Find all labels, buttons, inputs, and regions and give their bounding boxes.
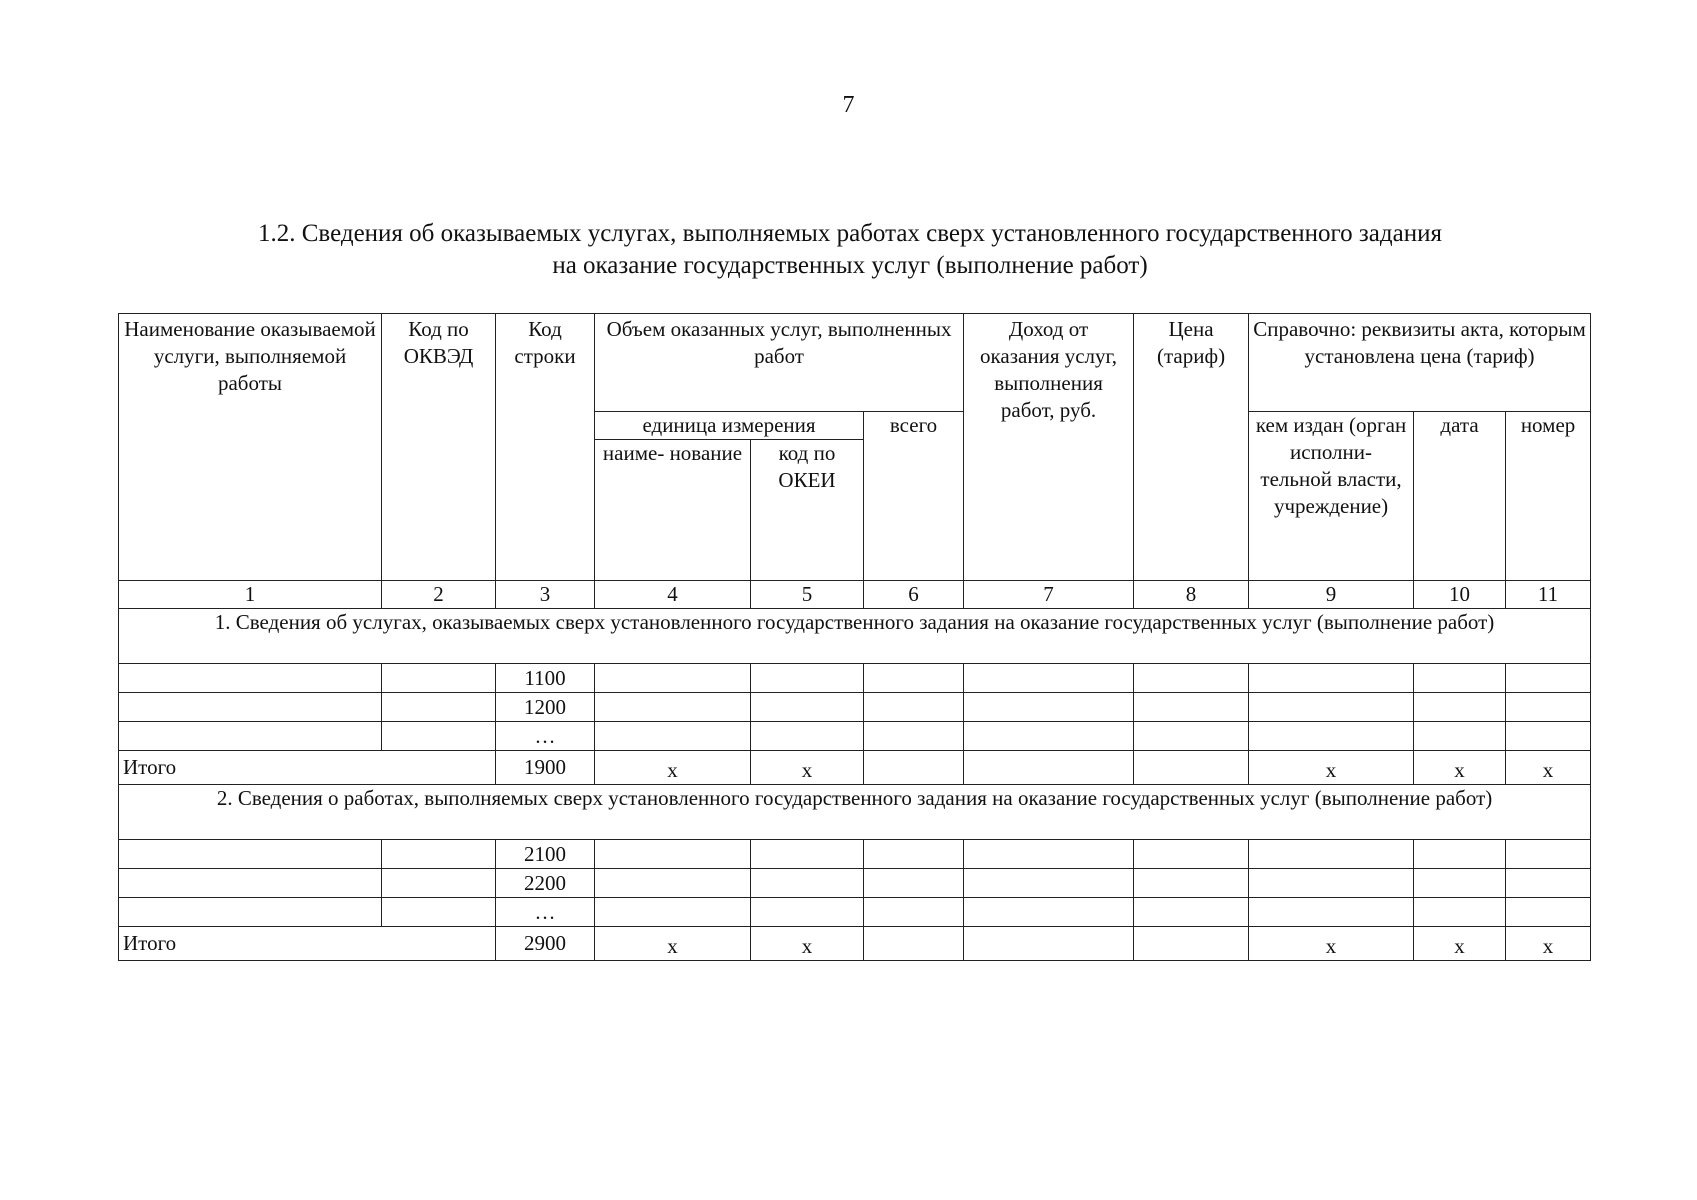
x-mark: x: [801, 758, 813, 782]
total-label: Итого: [119, 751, 496, 785]
services-works-table: [118, 313, 1591, 961]
total-code: 1900: [496, 751, 595, 785]
table-row: [119, 693, 1591, 722]
cell-empty: [119, 840, 382, 869]
column-number: 9: [1249, 581, 1414, 609]
cell-empty: [382, 840, 496, 869]
cell-empty: [382, 722, 496, 751]
header-unit-group: единица измерения: [595, 412, 864, 440]
column-number: 1: [119, 581, 382, 609]
table-row: [119, 840, 1591, 869]
column-number: 6: [864, 581, 964, 609]
row-code: 1200: [496, 693, 595, 722]
cell-empty: [382, 869, 496, 898]
row-code: 2200: [496, 869, 595, 898]
row-code: 2100: [496, 840, 595, 869]
column-numbers-row: [119, 581, 1591, 609]
header-service-name: Наименование оказываемой услуги, выполняемой работы: [119, 314, 382, 581]
cell-empty: [119, 722, 382, 751]
header-unit-name: наиме- нование: [595, 440, 751, 581]
table-row: [119, 898, 1591, 927]
page-number: 7: [842, 92, 855, 118]
header-total: всего: [864, 412, 964, 581]
section-1-heading: 1. Сведения об услугах, оказываемых сверх установленного государственного задания на оказание государственных услуг (выполнение работ): [119, 609, 1591, 664]
row-code: …: [496, 722, 595, 751]
x-mark: x: [1542, 758, 1554, 782]
cell-empty: [382, 664, 496, 693]
x-mark: x: [1454, 934, 1465, 958]
header-okved-code: Код по ОКВЭД: [382, 314, 496, 581]
cell-empty: [119, 664, 382, 693]
header-unit-code: код по ОКЕИ: [751, 440, 864, 581]
x-mark: x: [1325, 934, 1337, 958]
cell-empty: [119, 693, 382, 722]
column-number: 5: [751, 581, 864, 609]
section-title-line-1: 1.2. Сведения об оказываемых услугах, выполняемых работах сверх установленного государственного задания: [258, 220, 1442, 247]
header-row-code: Код строки: [496, 314, 595, 581]
section-2-heading: 2. Сведения о работах, выполняемых сверх установленного государственного задания на оказание государственных услуг (выполнение работ): [119, 785, 1591, 840]
row-code: …: [496, 898, 595, 927]
header-issued-by: кем издан (орган исполни- тельной власти, учреждение): [1249, 412, 1414, 581]
cell-empty: [119, 869, 382, 898]
column-number: 10: [1414, 581, 1506, 609]
x-mark: x: [667, 934, 678, 958]
table-row: [119, 722, 1591, 751]
table-row: [119, 664, 1591, 693]
section-title: [120, 218, 1580, 282]
table-row: [119, 869, 1591, 898]
header-number: номер: [1506, 412, 1591, 581]
column-number: 11: [1506, 581, 1591, 609]
cell-empty: [382, 693, 496, 722]
header-volume-group: Объем оказанных услуг, выполненных работ: [595, 314, 964, 412]
total-label: Итого: [119, 927, 496, 961]
x-mark: x: [667, 758, 678, 782]
header-date: дата: [1414, 412, 1506, 581]
cell-empty: [119, 898, 382, 927]
row-code: 1100: [496, 664, 595, 693]
total-row: [119, 751, 1591, 785]
x-mark: x: [801, 934, 813, 958]
section-title-line-2: на оказание государственных услуг (выполнение работ): [552, 252, 1148, 279]
column-number: 8: [1134, 581, 1249, 609]
column-number: 3: [496, 581, 595, 609]
x-mark: x: [1454, 758, 1465, 782]
column-number: 4: [595, 581, 751, 609]
x-mark: x: [1542, 934, 1554, 958]
x-mark: x: [1325, 758, 1337, 782]
column-number: 2: [382, 581, 496, 609]
total-row: [119, 927, 1591, 961]
header-income: Доход от оказания услуг, выполнения работ, руб.: [964, 314, 1134, 581]
total-code: 2900: [496, 927, 595, 961]
header-reference-group: Справочно: реквизиты акта, которым установлена цена (тариф): [1249, 314, 1591, 412]
header-price: Цена (тариф): [1134, 314, 1249, 581]
cell-empty: [382, 898, 496, 927]
column-number: 7: [964, 581, 1134, 609]
